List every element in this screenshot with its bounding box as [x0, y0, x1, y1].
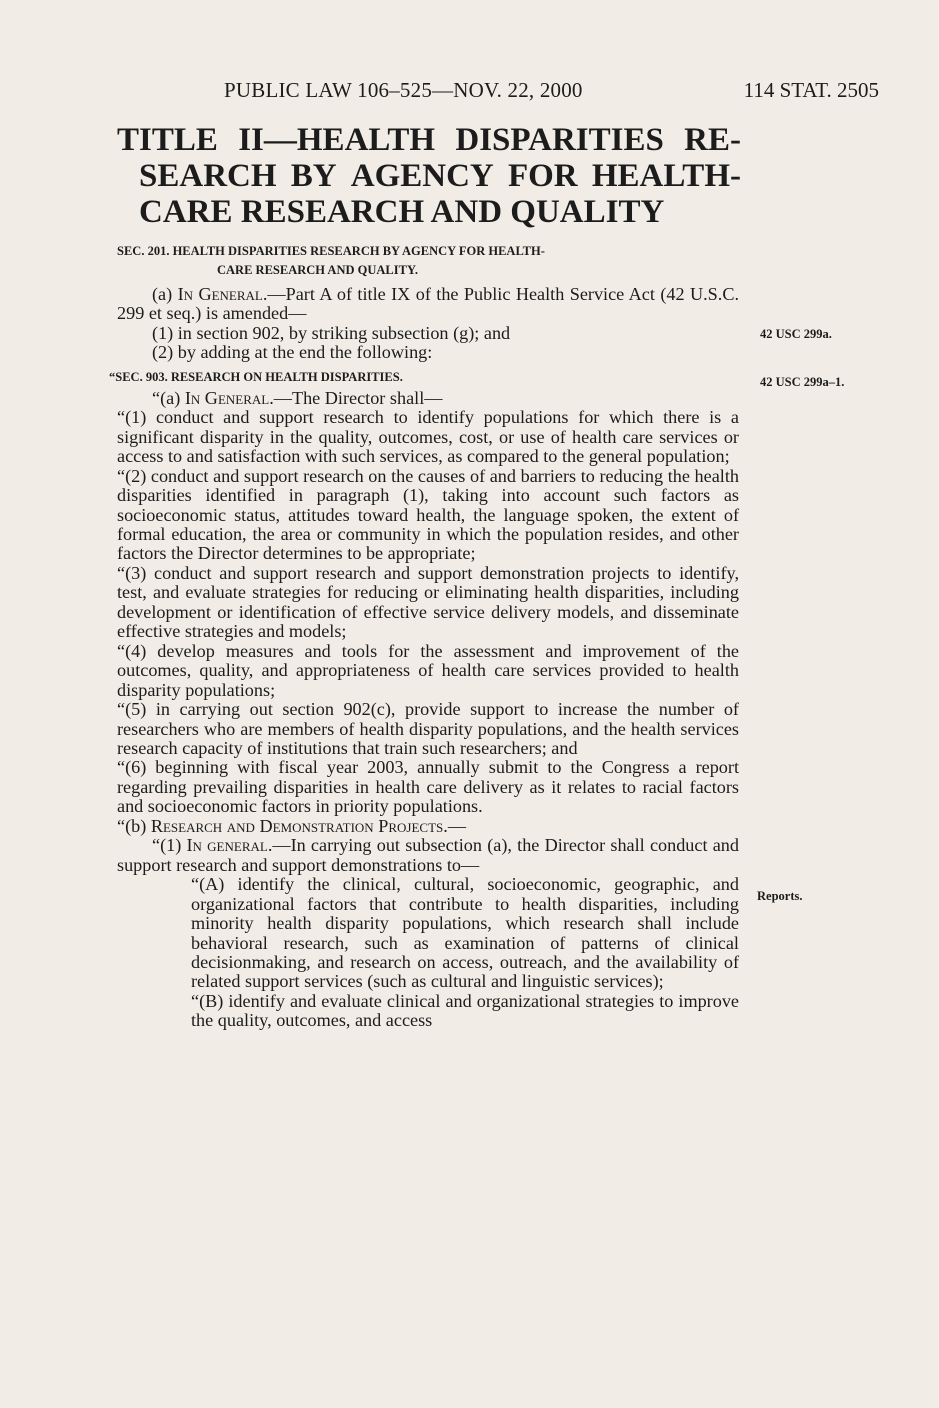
subparagraph-B: “(B) identify and evaluate clinical and organizational strategies to improve the quality, outcomes, and access — [191, 990, 739, 1031]
body-text — [109, 284, 740, 1031]
sec-903-b-1: “(1) In general.—In carrying out subsection (a), the Director shall conduct and support research and support demonstrations to— — [117, 835, 739, 875]
amendment-item-2: (2) by adding at the end the following: — [152, 342, 433, 363]
paragraph-6: “(6) beginning with fiscal year 2003, annually submit to the Congress a report regarding prevailing disparities in health care delivery as it relates to racial factors and socioeconomic factors in priority populations. — [117, 757, 739, 817]
sec-903-a: “(a) In General.—The Director shall— — [152, 387, 443, 408]
page-number: 114 STAT. 2505 — [743, 78, 879, 102]
title-heading — [117, 122, 741, 230]
subsection-a: (a) In General.—Part A of title IX of the Public Health Service Act (42 U.S.C. 299 et seq.) is amended— — [117, 284, 740, 324]
paragraph-4: “(4) develop measures and tools for the assessment and improvement of the outcomes, quality, and appropriateness of health care services provided to health disparity populations; — [117, 640, 739, 700]
title-line-3: CARE RESEARCH AND QUALITY — [139, 194, 665, 230]
amendment-item-1: (1) in section 902, by striking subsection (g); and — [152, 322, 511, 343]
running-head: PUBLIC LAW 106–525—NOV. 22, 2000 — [224, 78, 583, 102]
paragraph-1: “(1) conduct and support research to identify populations for which there is a significant disparity in the quality, outcomes, cost, or use of health care services or access to and satisfaction with such services, as compared to the general population; — [117, 407, 739, 467]
sec-903-heading: “SEC. 903. RESEARCH ON HEALTH DISPARITIES. — [109, 369, 403, 384]
title-line-1: TITLE II—HEALTH DISPARITIES RE- — [117, 122, 741, 158]
section-heading: SEC. 201. HEALTH DISPARITIES RESEARCH BY AGENCY FOR HEALTH- CARE RESEARCH AND QUALITY. — [117, 244, 545, 277]
paragraph-2: “(2) conduct and support research on the causes of and barriers to reducing the health disparities identified in paragraph (1), taking into account such factors as socioeconomic status, attitudes toward health, the language spoken, the extent of formal education, the area or community in which the population resides, and other factors the Director determines to be appropriate; — [117, 465, 739, 564]
paragraph-3: “(3) conduct and support research and support demonstration projects to identify, test, and evaluate strategies for reducing or eliminating health disparities, including development or identification of effective service delivery models, and disseminate effective strategies and models; — [117, 562, 739, 642]
subparagraph-A: “(A) identify the clinical, cultural, socioeconomic, geographic, and organizational factors that contribute to health disparities, including minority health disparity populations, which research shall include behavioral research, such as examination of patterns of clinical decisionmaking, and research on access, outreach, and the availability of related support services (such as cultural and linguistic services); — [191, 874, 739, 992]
paragraph-5: “(5) in carrying out section 902(c), provide support to increase the number of researchers who are members of health disparity populations, and the health services research capacity of institutions that train such researchers; and — [117, 699, 739, 758]
margin-note-usc-299a: 42 USC 299a. — [760, 327, 832, 341]
sec-903-b: “(b) Research and Demonstration Projects.— — [117, 815, 466, 836]
margin-note-usc-299a-1: 42 USC 299a–1. — [760, 375, 845, 389]
title-line-2: SEARCH BY AGENCY FOR HEALTH- — [139, 158, 741, 194]
sec-903-a-paragraphs — [117, 408, 739, 817]
margin-note-reports: Reports. — [757, 889, 803, 903]
